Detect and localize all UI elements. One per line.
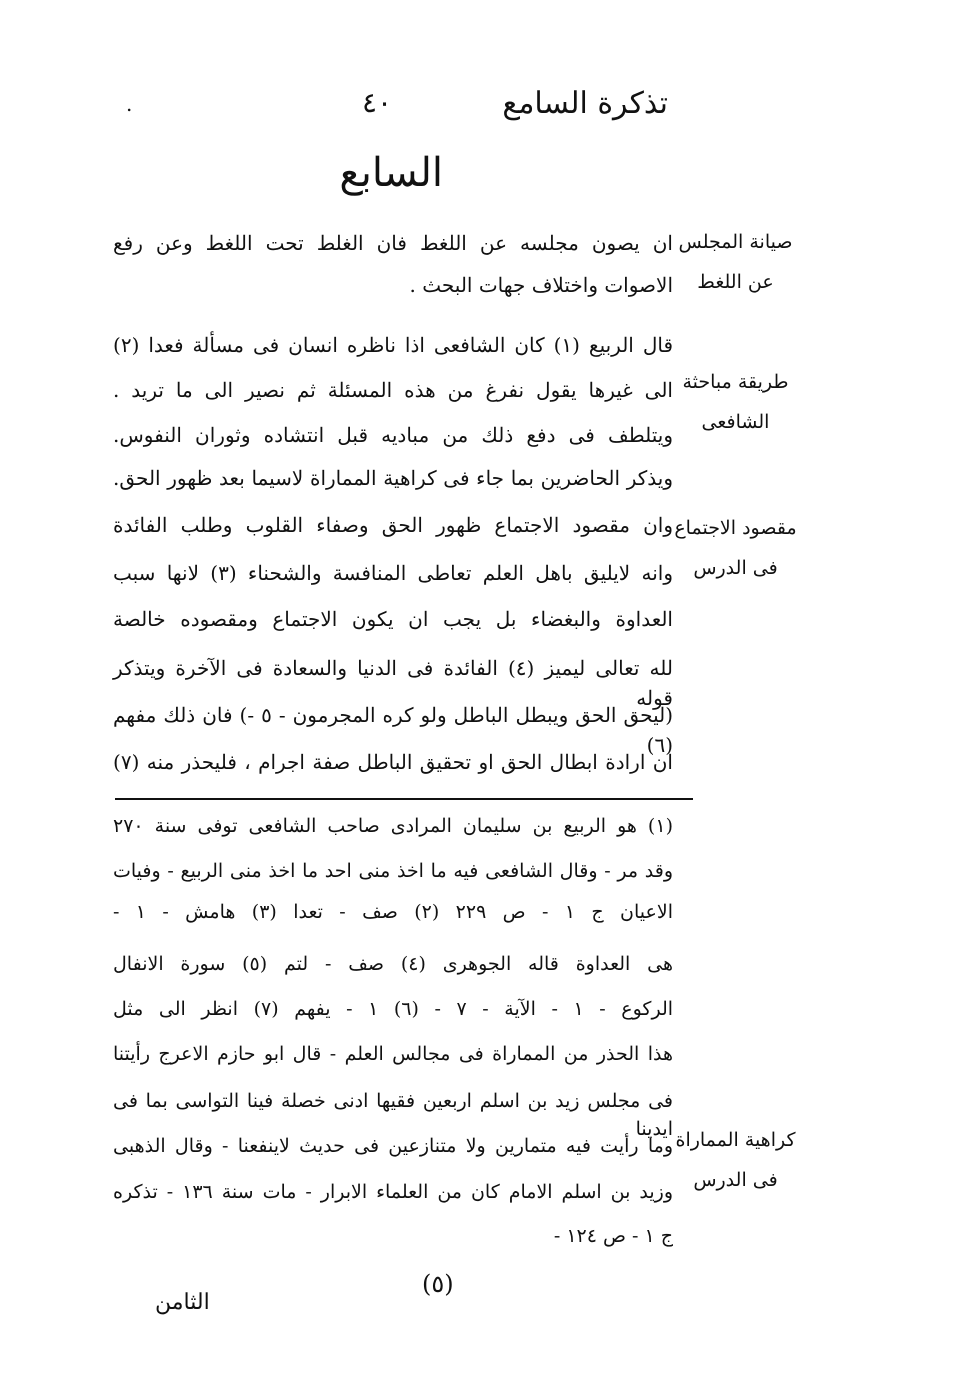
body-line: قال الربيع (١) كان الشافعى اذا ناظره انسان فى مسألة فعدا (٢) <box>113 333 673 357</box>
footnote-line: وما رأيت فيه متمارين ولا متنازعين فى حديث لاينفعنا - وقال الذهبى <box>113 1135 673 1157</box>
section-title: السابع <box>339 150 443 196</box>
margin-note-majlis <box>673 222 798 302</box>
body-line: وان مقصود الاجتماع ظهور الحق وصفاء القلوب وطلب الفائدة <box>113 513 673 537</box>
margin-note-line: الشافعى <box>701 411 770 433</box>
header-mark: . <box>126 92 133 116</box>
margin-note-mumarat <box>673 1120 798 1200</box>
margin-note-line: مقصود الاجتماع <box>674 517 797 539</box>
footnote-line: وزيد بن اسلم الامام كان من العلماء الابرار - مات سنة ١٣٦ - تذكره <box>113 1181 674 1203</box>
body-line: الى غيرها يقول نفرغ من هذه المسئلة ثم نصير الى ما تريد . <box>113 378 673 402</box>
footnote-line: هى العداوة قاله الجوهرى (٤) صف - لتم (٥) سورة الانفال <box>113 953 673 975</box>
catchword: الثامن <box>155 1290 210 1315</box>
footnote-line: ج ١ - ص ١٢٤ - <box>553 1225 673 1247</box>
margin-note-line: كراهية المماراة <box>675 1129 796 1151</box>
footnote-line: الركوع - ١ - الآية - ٧ - (٦) ١ - يفهم (٧) انظر الى مثل <box>113 998 674 1020</box>
body-line: ان ارادة ابطال الحق او تحقيق الباطل صفة اجرام ، فليحذر منه (٧) <box>113 750 673 774</box>
margin-note-line: صيانة المجلس <box>678 231 793 253</box>
body-line: وانه لايليق باهل العلم تعاطى المنافسة والشحناء (٣) لانها سبب <box>113 561 673 585</box>
body-line: ويذكر الحاضرين بما جاء فى كراهية المماراة لاسيما بعد ظهور الحق. <box>113 466 673 490</box>
footnote-line: هذا الحذر من المماراة فى مجالس العلم - قال ابو حازم الاعرج رأيتنا <box>113 1043 673 1065</box>
signature-mark: (٥) <box>422 1270 454 1298</box>
body-line: العداوة والبغضاء بل يجب ان يكون الاجتماع ومقصوده خالصة <box>113 607 673 631</box>
footnote-line: (١) هو الربيع بن سليمان المرادى صاحب الشافعى توفى سنة ٢٧٠ <box>113 815 673 837</box>
body-line: ان يصون مجلسه عن اللغط فان الغلط تحت اللغط وعن رفع <box>113 231 673 255</box>
body-line: لله تعالى ليميز (٤) الفائدة فى الدنيا والسعادة فى الآخرة ويتذكر قوله <box>113 656 673 710</box>
margin-note-line: عن اللغط <box>697 271 774 293</box>
margin-note-shafii <box>673 362 798 442</box>
body-line: (ليحق الحق ويبطل الباطل ولو كره المجرمون - ٥ -) فان ذلك مفهم (٦) <box>113 703 674 757</box>
margin-note-line: فى الدرس <box>693 557 778 579</box>
footnote-rule <box>115 798 693 800</box>
footnote-line: فى مجلس زيد بن اسلم اربعين فقيها ادنى خصلة فينا التواسى بما فى ايدينا <box>113 1090 673 1140</box>
body-line: الاصوات واختلاف جهات البحث . <box>409 273 673 297</box>
margin-note-line: فى الدرس <box>693 1169 778 1191</box>
margin-note-ijtima <box>673 508 798 588</box>
page-number: ٤٠ <box>362 86 393 119</box>
body-line: ويتلطف فى دفع ذلك من مباديه قبل انتشاده وثوران النفوس. <box>113 423 673 447</box>
footnote-line: وقد مر - وقال الشافعى فيه ما اخذ منى احد ما اخذ منى الربيع - وفيات <box>113 860 673 882</box>
running-title: تذكرة السامع <box>502 86 668 121</box>
footnote-line: الاعيان ج ١ - ص ٢٢٩ (٢) صف - تعدا (٣) هامش - ١ - <box>113 901 673 923</box>
margin-note-line: طريقة مباحثة <box>682 371 789 393</box>
